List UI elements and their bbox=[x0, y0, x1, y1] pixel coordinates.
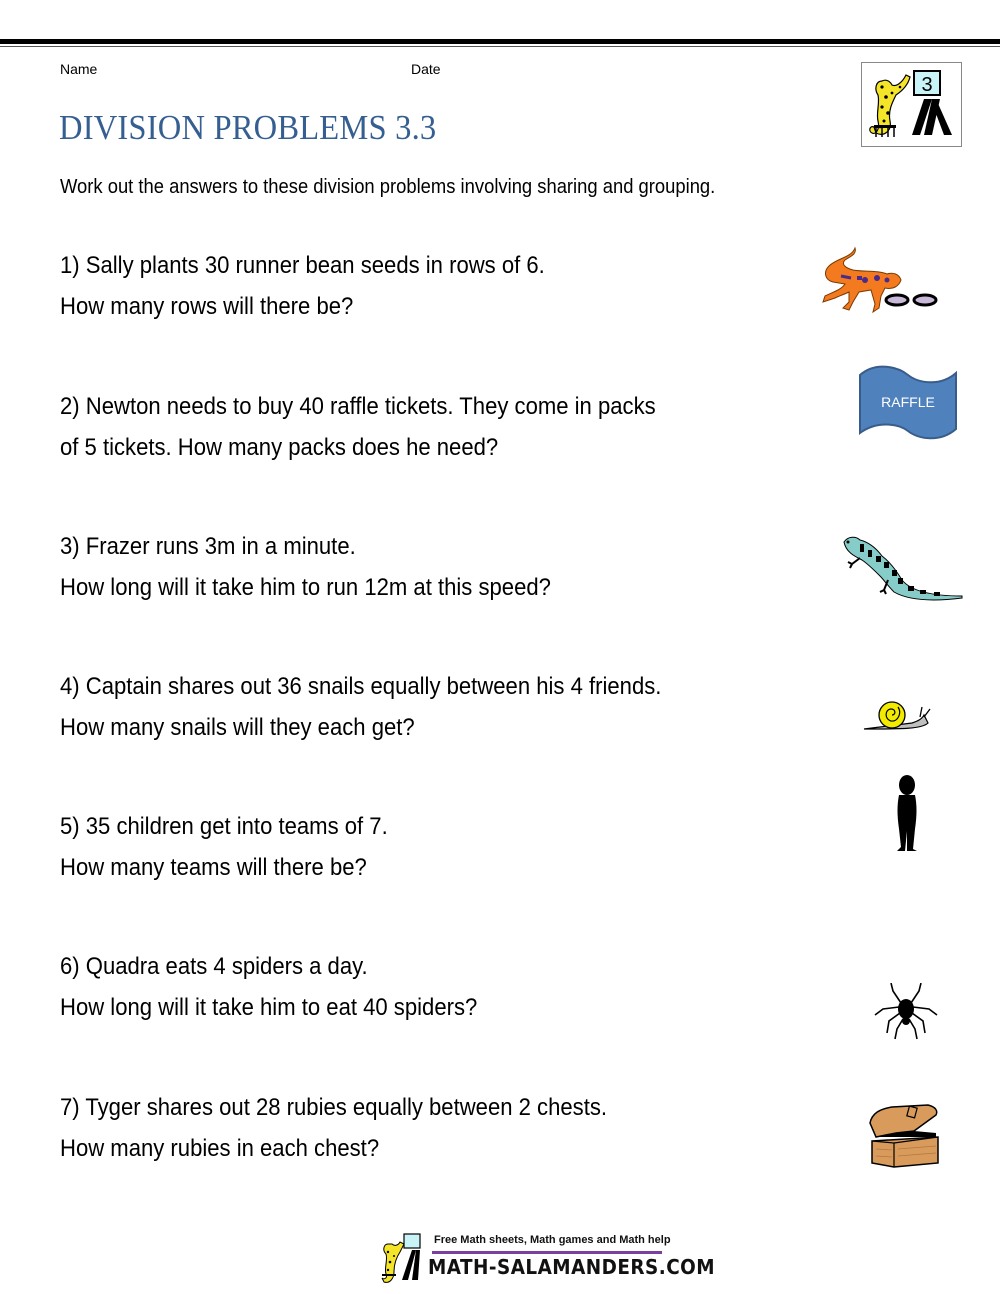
svg-text:3: 3 bbox=[921, 74, 933, 96]
treasure-chest-icon bbox=[866, 1103, 942, 1174]
problem-6-line-2: How long will it take him to eat 40 spiders? bbox=[60, 994, 478, 1021]
child-silhouette-icon bbox=[893, 775, 923, 858]
problem-1 bbox=[60, 245, 545, 327]
salamander-easel-icon bbox=[862, 63, 961, 146]
problem-3-line-2: How long will it take him to run 12m at this speed? bbox=[60, 574, 551, 601]
snail-icon bbox=[862, 697, 932, 738]
site-footer-logo bbox=[378, 1232, 716, 1284]
problem-2-line-2: of 5 tickets. How many packs does he need? bbox=[60, 434, 499, 461]
problem-7 bbox=[60, 1087, 607, 1169]
footer-divider bbox=[432, 1251, 662, 1254]
problem-5-line-2: How many teams will there be? bbox=[60, 854, 367, 881]
header-rule-thick bbox=[0, 39, 1000, 44]
problem-1-line-2: How many rows will there be? bbox=[60, 293, 354, 320]
problem-5-line-1: 5) 35 children get into teams of 7. bbox=[60, 813, 388, 840]
problem-7-line-2: How many rubies in each chest? bbox=[60, 1135, 380, 1162]
problem-2 bbox=[60, 386, 656, 468]
problem-4-line-2: How many snails will they each get? bbox=[60, 714, 415, 741]
problem-1-line-1: 1) Sally plants 30 runner bean seeds in rows of 6. bbox=[60, 252, 545, 279]
raffle-banner-icon bbox=[858, 365, 958, 450]
page-title: DIVISION PROBLEMS 3.3 bbox=[59, 108, 437, 147]
problem-4 bbox=[60, 666, 661, 748]
footer-tagline: Free Math sheets, Math games and Math help bbox=[434, 1234, 671, 1246]
footer-site-link[interactable]: MATH-SALAMANDERS.COM bbox=[428, 1255, 716, 1279]
salamander-mascot-icon bbox=[378, 1232, 432, 1284]
problem-7-line-1: 7) Tyger shares out 28 rubies equally between 2 chests. bbox=[60, 1094, 608, 1121]
problem-5 bbox=[60, 806, 388, 888]
blue-salamander-icon bbox=[838, 530, 968, 615]
problem-3 bbox=[60, 526, 551, 608]
name-label: Name bbox=[60, 61, 98, 77]
instructions-text: Work out the answers to these division problems involving sharing and grouping. bbox=[60, 176, 716, 198]
orange-salamander-with-seed-holes-icon bbox=[815, 244, 945, 323]
date-label: Date bbox=[411, 61, 441, 77]
spider-icon bbox=[873, 983, 939, 1046]
problem-3-line-1: 3) Frazer runs 3m in a minute. bbox=[60, 533, 356, 560]
problem-6 bbox=[60, 946, 477, 1028]
header-rule-thin bbox=[0, 46, 1000, 47]
raffle-label: RAFFLE bbox=[881, 394, 935, 410]
grade-logo bbox=[861, 62, 962, 147]
problem-4-line-1: 4) Captain shares out 36 snails equally between his 4 friends. bbox=[60, 673, 662, 700]
problem-6-line-1: 6) Quadra eats 4 spiders a day. bbox=[60, 953, 368, 980]
problem-2-line-1: 2) Newton needs to buy 40 raffle tickets. They come in packs bbox=[60, 393, 656, 420]
